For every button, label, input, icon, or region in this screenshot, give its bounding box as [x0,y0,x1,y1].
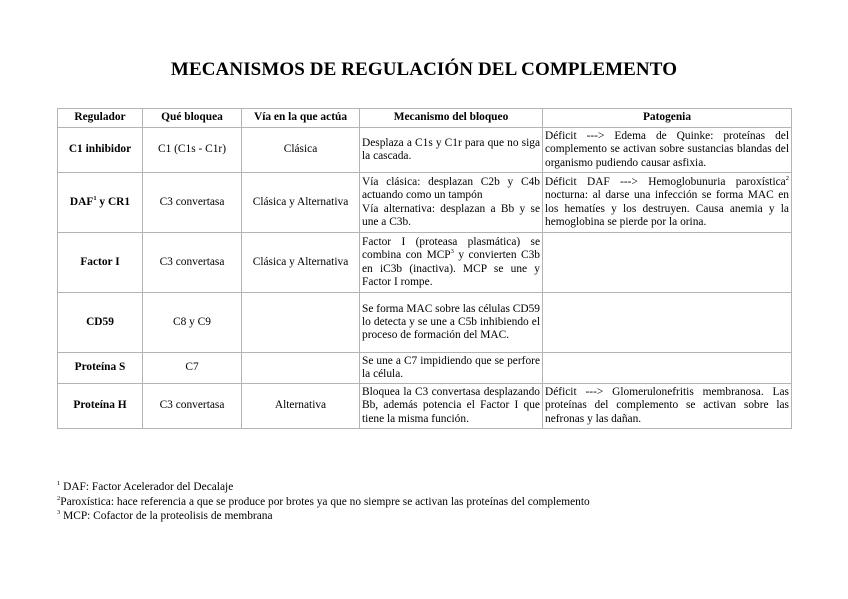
footnote-number: 1 [57,480,61,488]
mecanismo-cell: Se forma MAC sobre las células CD59 lo detecta y se une a C5b inhibiendo el proceso de formación del MAC. [360,293,543,353]
mecanismo-cell: Se une a C7 impidiendo que se perfore la célula. [360,353,543,384]
via-cell: Alternativa [242,384,360,429]
mecanismo-cell: Bloquea la C3 convertasa desplazando Bb, además potencia el Factor I que tiene la misma función. [360,384,543,429]
footnote [57,495,590,510]
bloquea-cell: C3 convertasa [143,173,242,233]
footnote-number: 2 [57,494,61,502]
header-via: Vía en la que actúa [242,109,360,128]
footnote [57,480,590,495]
bloquea-cell: C8 y C9 [143,293,242,353]
table-row [58,293,792,353]
header-mecanismo: Mecanismo del bloqueo [360,109,543,128]
via-cell [242,353,360,384]
regulador-cell: Proteína S [58,353,143,384]
patogenia-cell [543,173,792,233]
footnotes [57,480,590,524]
mecanismo-cell [360,233,543,293]
regulador-text: DAF [69,195,94,208]
bloquea-cell: C1 (C1s - C1r) [143,128,242,173]
patogenia-cell: Déficit ---> Edema de Quinke: proteínas del complemento se activan sobre sustancias blandas del organismo pudiendo causar asfixia. [543,128,792,173]
patogenia-text: Déficit DAF ---> Hemoglobunuria paroxística [545,176,786,189]
regulador-cell: CD59 [58,293,143,353]
patogenia-cell [543,233,792,293]
mecanismo-cell: Desplaza a C1s y C1r para que no siga la cascada. [360,128,543,173]
via-cell [242,293,360,353]
patogenia-cell: Déficit ---> Glomerulonefritis membranosa. Las proteínas del complemento se activan sobre las nefronas y las dañan. [543,384,792,429]
footnote [57,509,590,524]
mecanismo-cell [360,173,543,233]
regulador-cell: Factor I [58,233,143,293]
patogenia-cell [543,353,792,384]
bloquea-cell: C3 convertasa [143,384,242,429]
footnote-text: Paroxística: hace referencia a que se produce por brotes ya que no siempre se activan las proteínas del complemento [60,495,590,508]
header-que-bloquea: Qué bloquea [143,109,242,128]
regulador-cell [58,173,143,233]
regulation-table [57,108,792,429]
via-cell: Clásica [242,128,360,173]
footnote-ref: 1 [93,195,97,203]
mecanismo-line: Vía alternativa: desplazan a Bb y se une a C3b. [362,202,540,228]
footnote-ref: 2 [785,175,789,183]
mecanismo-text-continued: y convierten C3b en iC3b (inactiva). MCP se une y Factor I rompe. [362,249,540,288]
regulador-text-suffix: y CR1 [96,195,131,208]
regulador-cell: Proteína H [58,384,143,429]
bloquea-cell: C7 [143,353,242,384]
header-regulador: Regulador [58,109,143,128]
footnote-ref: 3 [450,248,454,256]
header-patogenia: Patogenia [543,109,792,128]
footnote-text: MCP: Cofactor de la proteolisis de membrana [60,510,273,522]
page-title: MECANISMOS DE REGULACIÓN DEL COMPLEMENTO [170,59,678,80]
bloquea-cell: C3 convertasa [143,233,242,293]
table-row [58,353,792,384]
mecanismo-line: Vía clásica: desplazan C2b y C4b actuando como un tampón [362,176,540,202]
table-row [58,173,792,233]
patogenia-text-continued: nocturna: al darse una infección se forma MAC en los hematíes y los destruyen. Causa anemia y la hemoglobina se pierde por la orina. [545,189,789,228]
table-row [58,384,792,429]
table-header-row [58,109,792,128]
footnote-number: 3 [57,509,61,517]
via-cell: Clásica y Alternativa [242,233,360,293]
table-row [58,233,792,293]
via-cell: Clásica y Alternativa [242,173,360,233]
regulador-cell: C1 inhibidor [58,128,143,173]
patogenia-cell [543,293,792,353]
table-row [58,128,792,173]
mecanismo-text: Factor I (proteasa plasmática) se combina con MCP [362,236,540,262]
footnote-text: DAF: Factor Acelerador del Decalaje [60,481,234,493]
